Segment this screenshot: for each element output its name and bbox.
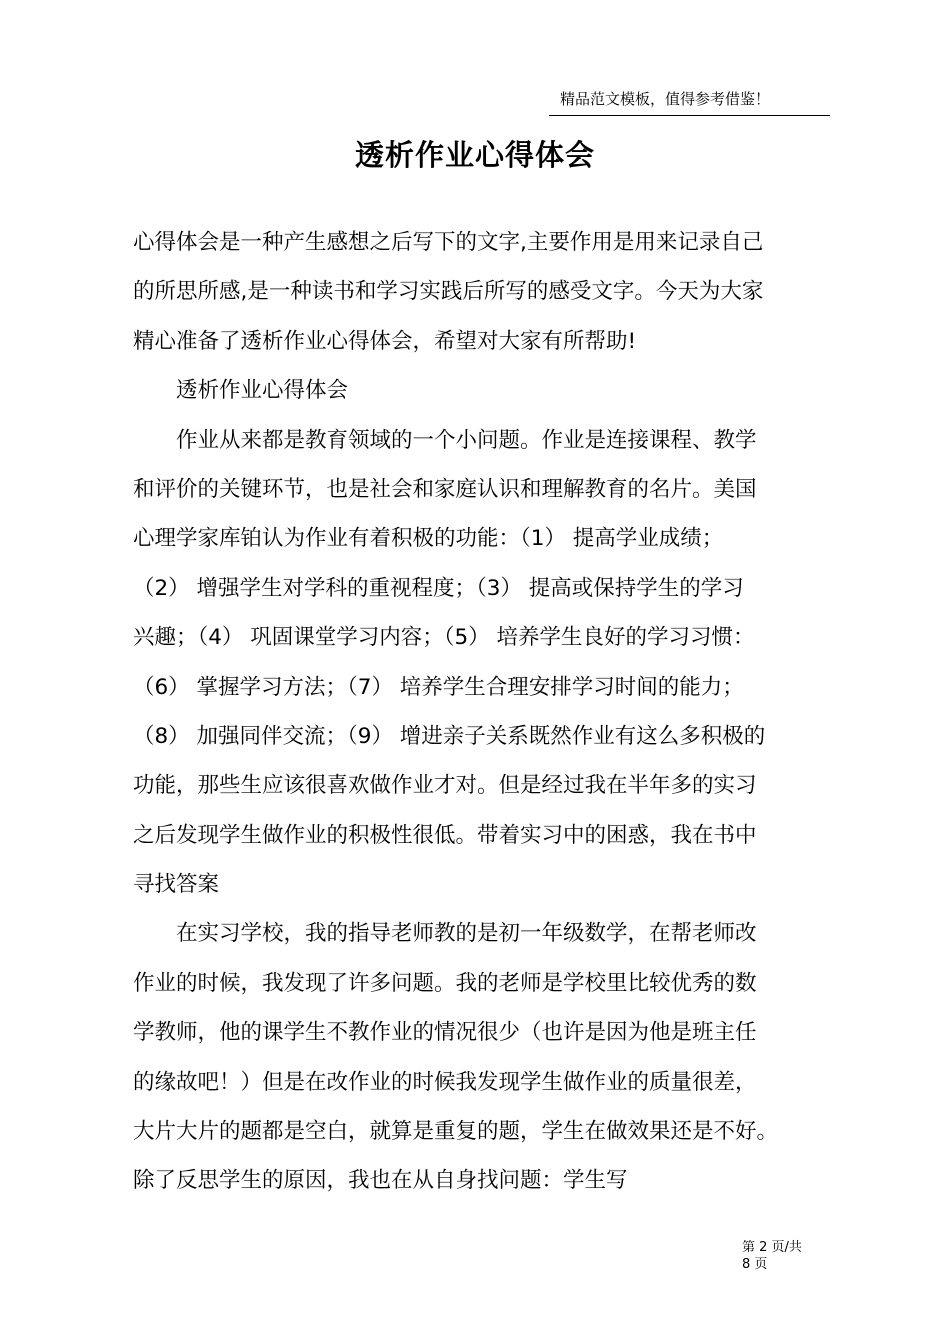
body-line: 心得体会是一种产生感想之后写下的文字,主要作用是用来记录自己 bbox=[133, 230, 764, 255]
body-line: 作业从来都是教育领域的一个小问题。作业是连接课程、教学 bbox=[133, 427, 757, 453]
page-number bbox=[742, 1239, 802, 1273]
body-line: 的所思所感,是一种读书和学习实践后所写的感受文字。今天为大家 bbox=[133, 279, 764, 305]
body-line: 大片大片的题都是空白，就算是重复的题，学生在做效果还是不好。 bbox=[133, 1119, 779, 1145]
body-line: （6） 掌握学习方法；（7） 培养学生合理安排学习时间的能力； bbox=[133, 674, 744, 700]
body-line: 兴趣；（4） 巩固课堂学习内容；（5） 培养学生良好的学习习惯： bbox=[133, 625, 755, 651]
body-line: 心理学家库铂认为作业有着积极的功能：（1） 提高学业成绩； bbox=[133, 526, 724, 552]
body-line: 之后发现学生做作业的积极性很低。带着实习中的困惑，我在书中 bbox=[133, 822, 757, 848]
body-line: 功能，那些生应该很喜欢做作业才对。但是经过我在半年多的实习 bbox=[133, 773, 757, 799]
body-line: （2） 增强学生对学科的重视程度；（3） 提高或保持学生的学习 bbox=[133, 575, 744, 601]
body-line: 除了反思学生的原因，我也在从自身找问题：学生写 bbox=[133, 1168, 628, 1194]
body-line: 作业的时候，我发现了许多问题。我的老师是学校里比较优秀的数 bbox=[133, 970, 757, 996]
page-number-line1: 第 2 页/共 bbox=[742, 1240, 802, 1255]
document-title: 透析作业心得体会 bbox=[354, 138, 595, 172]
body-line: 和评价的关键环节，也是社会和家庭认识和理解教育的名片。美国 bbox=[133, 476, 757, 502]
section-heading: 透析作业心得体会 bbox=[133, 378, 349, 404]
body-line: （8） 加强同伴交流；（9） 增进亲子关系既然作业有这么多积极的 bbox=[133, 723, 766, 749]
header-rule bbox=[549, 115, 830, 116]
body-line: 在实习学校，我的指导老师教的是初一年级数学，在帮老师改 bbox=[133, 921, 757, 947]
page-number-line2: 8 页 bbox=[742, 1257, 768, 1272]
body-line: 学教师，他的课学生不教作业的情况很少（也许是因为他是班主任 bbox=[133, 1020, 757, 1046]
document-body bbox=[133, 218, 833, 1206]
header-tagline: 精品范文模板，值得参考借鉴！ bbox=[560, 90, 771, 108]
body-line: 精心准备了透析作业心得体会，希望对大家有所帮助! bbox=[133, 328, 637, 354]
body-line: 的缘故吧！）但是在改作业的时候我发现学生做作业的质量很差， bbox=[133, 1069, 757, 1095]
body-line: 寻找答案 bbox=[133, 872, 220, 898]
